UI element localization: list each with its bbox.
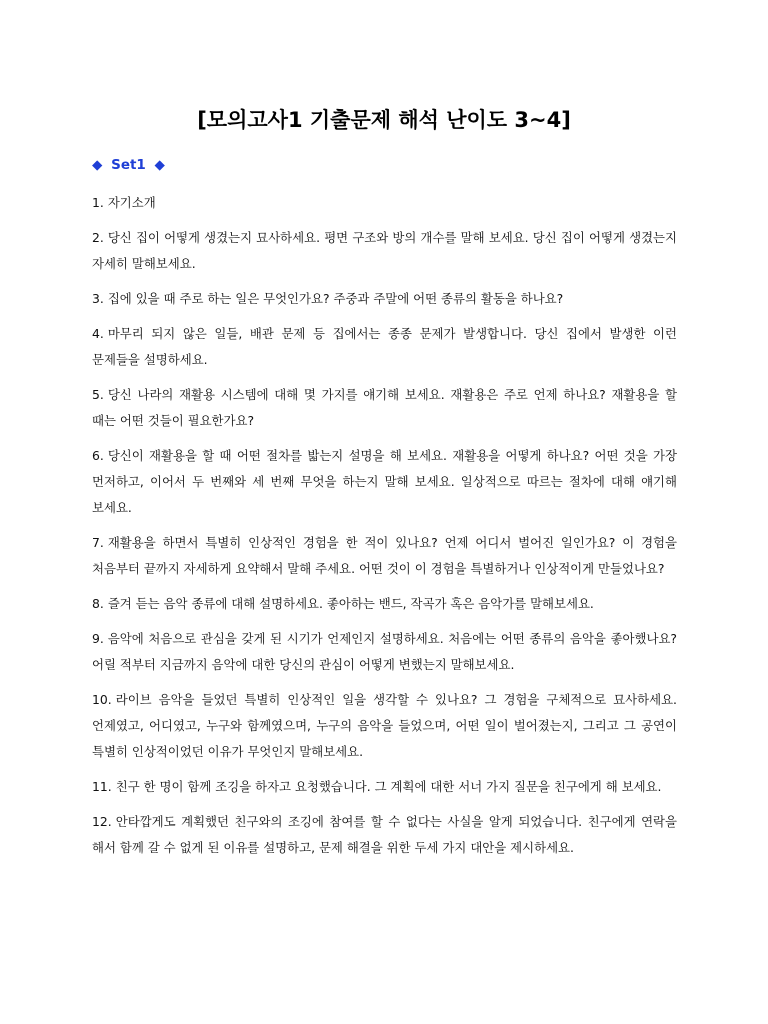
question-item-1: [92, 190, 677, 216]
question-text: 안타깝게도 계획했던 친구와의 조깅에 참여를 할 수 없다는 사실을 알게 되었습니다. 친구에게 연락을 해서 함께 갈 수 없게 된 이유를 설명하고, 문제 해결을 위한 두세 가지 대안을 제시하세요.: [92, 814, 677, 855]
question-item-12: [92, 809, 677, 861]
question-item-4: [92, 321, 677, 373]
question-text: 당신이 재활용을 할 때 어떤 절차를 밟는지 설명을 해 보세요. 재활용을 어떻게 하나요? 어떤 것을 가장 먼저하고, 이어서 두 번째와 세 번째 무엇을 하는지 말해 보세요. 일상적으로 따르는 절차에 대해 얘기해 보세요.: [92, 448, 677, 515]
question-text: 당신 나라의 재활용 시스템에 대해 몇 가지를 얘기해 보세요. 재활용은 주로 언제 하나요? 재활용을 할 때는 어떤 것들이 필요한가요?: [92, 387, 677, 428]
question-number: 12.: [92, 814, 112, 829]
question-number: 11.: [92, 779, 112, 794]
question-text: 집에 있을 때 주로 하는 일은 무엇인가요? 주중과 주말에 어떤 종류의 활동을 하나요?: [107, 291, 564, 306]
question-item-6: [92, 443, 677, 521]
set-label: Set1: [111, 157, 146, 173]
question-item-3: [92, 286, 677, 312]
question-number: 2.: [92, 230, 104, 245]
question-number: 6.: [92, 448, 104, 463]
question-item-5: [92, 382, 677, 434]
question-item-10: [92, 687, 677, 765]
question-number: 4.: [92, 326, 104, 341]
question-number: 8.: [92, 596, 104, 611]
question-text: 즐겨 듣는 음악 종류에 대해 설명하세요. 좋아하는 밴드, 작곡가 혹은 음악가를 말해보세요.: [107, 596, 594, 611]
question-item-9: [92, 626, 677, 678]
question-item-7: [92, 530, 677, 582]
question-text: 라이브 음악을 들었던 특별히 인상적인 일을 생각할 수 있나요? 그 경험을 구체적으로 묘사하세요. 언제였고, 어디였고, 누구와 함께였으며, 누구의 음악을 들었으며, 어떤 일이 벌어졌는지, 그리고 그 공연이 특별히 인상적이었던 이유가 무엇인지 말해보세요.: [92, 692, 677, 759]
question-text: 마무리 되지 않은 일들, 배관 문제 등 집에서는 종종 문제가 발생합니다. 당신 집에서 발생한 이런 문제들을 설명하세요.: [92, 326, 677, 367]
question-list: [92, 190, 677, 870]
question-number: 5.: [92, 387, 104, 402]
diamond-right-icon: ◆: [154, 157, 165, 173]
question-item-11: [92, 774, 677, 800]
question-item-8: [92, 591, 677, 617]
question-number: 9.: [92, 631, 104, 646]
set-heading: [92, 154, 165, 176]
document-title: [모의고사1 기출문제 해석 난이도 3~4]: [197, 108, 571, 132]
question-item-2: [92, 225, 677, 277]
question-text: 음악에 처음으로 관심을 갖게 된 시기가 언제인지 설명하세요. 처음에는 어떤 종류의 음악을 좋아했나요? 어릴 적부터 지금까지 음악에 대한 당신의 관심이 어떻게 변했는지 말해보세요.: [92, 631, 677, 672]
question-text: 당신 집이 어떻게 생겼는지 묘사하세요. 평면 구조와 방의 개수를 말해 보세요. 당신 집이 어떻게 생겼는지 자세히 말해보세요.: [92, 230, 677, 271]
question-number: 3.: [92, 291, 104, 306]
question-number: 1.: [92, 195, 104, 210]
question-text: 자기소개: [107, 195, 156, 210]
question-text: 재활용을 하면서 특별히 인상적인 경험을 한 적이 있나요? 언제 어디서 벌어진 일인가요? 이 경험을 처음부터 끝까지 자세하게 요약해서 말해 주세요. 어떤 것이 이 경험을 특별하거나 인상적이게 만들었나요?: [92, 535, 677, 576]
question-number: 7.: [92, 535, 104, 550]
question-number: 10.: [92, 692, 112, 707]
diamond-left-icon: ◆: [92, 157, 103, 173]
question-text: 친구 한 명이 함께 조깅을 하자고 요청했습니다. 그 계획에 대한 서너 가지 질문을 친구에게 해 보세요.: [115, 779, 662, 794]
